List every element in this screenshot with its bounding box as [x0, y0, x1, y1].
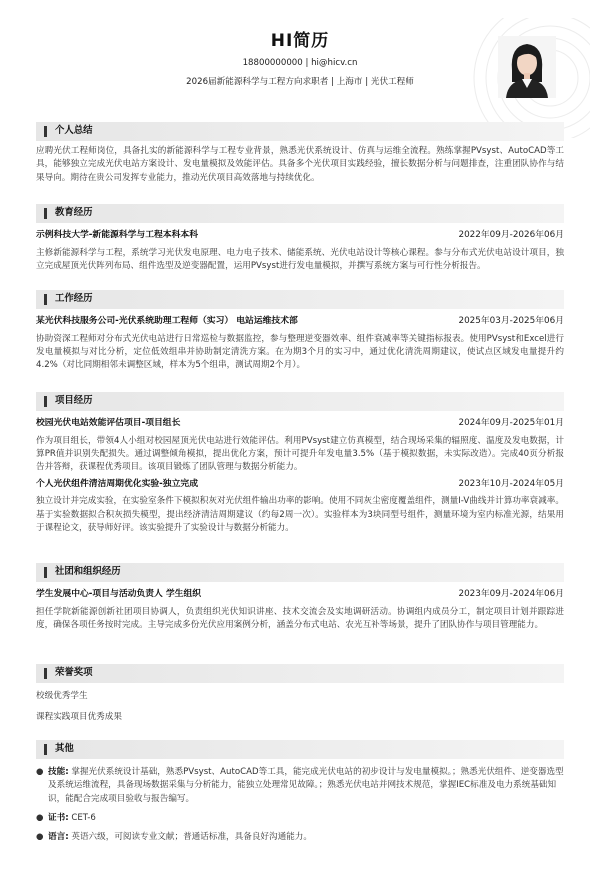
project-date: 2024年09月-2025年01月 — [458, 418, 564, 428]
project-row — [36, 478, 564, 492]
work-date: 2025年03月-2025年06月 — [458, 316, 564, 326]
item-text: 掌握光伏系统设计基础，熟悉PVsyst、AutoCAD等工具，能完成光伏电站的初步设计与发电量模拟。；熟悉光伏组件、逆变器选型及系统运维流程，具备现场数据采集与分析能力，能独立处理常见故障。；熟悉光伏电站并网技术规范，掌握IEC标准及电力系统基础知识，能配合完成项目验收与报告编写。 — [48, 767, 564, 804]
item-label: 技能: — [48, 767, 69, 777]
other-section — [36, 740, 564, 845]
section-marker-icon — [44, 208, 47, 219]
education-text: 主修新能源科学与工程，系统学习光伏发电原理、电力电子技术、储能系统、光伏电站设计等核心课程。参与分布式光伏电站设计项目，独立完成屋顶光伏阵列布局、组件选型及逆变器配置，运用PVsyst进行发电量模拟，并撰写系统方案与可行性分析报告。 — [36, 247, 564, 271]
project-text: 独立设计并完成实验，在实验室条件下模拟积灰对光伏组件输出功率的影响。使用不同灰尘密度覆盖组件，测量I-V曲线并计算功率衰减率。基于实验数据拟合积灰损失模型，提出经济清洁周期建议（约每2周一次）。实验样本为3块同型号组件，测量环境为室内标准光源，结果用于课程论文，获导师好评。该实验提升了实验设计与数据分析能力。 — [36, 496, 564, 533]
avatar-portrait-icon — [498, 36, 556, 98]
clubs-section — [36, 563, 564, 632]
bullet-icon: ● — [36, 832, 44, 843]
clubs-text: 担任学院新能源创新社团项目协调人，负责组织光伏知识讲座、技术交流会及实地调研活动。协调组内成员分工，制定项目计划并跟踪进度，确保各项任务按时完成。主导完成多份光伏应用案例分析，涵盖分布式电站、农光互补等场景，提升了团队协作与项目管理能力。 — [36, 606, 564, 630]
education-section — [36, 204, 564, 273]
candidate-name: HI简历 — [270, 31, 330, 51]
work-section — [36, 290, 564, 373]
section-title-clubs: 社团和组织经历 — [36, 563, 564, 582]
item-label: 证书: — [48, 812, 69, 823]
section-title-projects: 项目经历 — [36, 392, 564, 411]
section-marker-icon — [44, 126, 47, 137]
section-title-education: 教育经历 — [36, 204, 564, 223]
education-row — [36, 229, 564, 243]
work-org: 某光伏科技服务公司-光伏系统助理工程师（实习） 电站运维技术部 — [36, 316, 298, 326]
project-date: 2023年10月-2024年05月 — [458, 478, 564, 489]
education-date: 2022年09月-2026年06月 — [458, 230, 564, 240]
bullet-icon: ● — [36, 812, 44, 823]
honor-item: 课程实践项目优秀成果 — [36, 712, 122, 723]
clubs-org: 学生发展中心-项目与活动负责人 学生组织 — [36, 589, 202, 599]
education-org: 示例科技大学-新能源科学与工程本科本科 — [36, 230, 198, 240]
project-org: 校园光伏电站效能评估项目-项目组长 — [36, 418, 181, 428]
item-text: 英语六级，可阅读专业文献；普通话标准，具备良好沟通能力。 — [71, 832, 312, 843]
work-row — [36, 315, 564, 329]
section-marker-icon — [44, 294, 47, 305]
honor-item: 校级优秀学生 — [36, 691, 88, 701]
contact-info: 18800000000 | hi@hicv.cn — [242, 58, 358, 68]
avatar — [498, 36, 556, 98]
bullet-icon: ● — [36, 767, 44, 777]
section-marker-icon — [44, 567, 47, 578]
job-intent: 2026届新能源科学与工程方向求职者 | 上海市 | 光伏工程师 — [186, 77, 414, 87]
item-label: 语言: — [48, 832, 69, 843]
project-text: 作为项目组长，带领4人小组对校园屋顶光伏电站进行效能评估。利用PVsyst建立仿真模型，结合现场采集的辐照度、温度及发电数据，计算PR值并识别失配损失。通过调整倾角模拟，提出优化方案，预计可提升年发电量3.5%（基于模拟数据，未实际改造）。完成40页分析报告并答辩，获课程优秀项目。该项目锻炼了团队管理与数据分析能力。 — [36, 435, 564, 473]
clubs-row — [36, 588, 564, 602]
section-title-other: 其他 — [36, 740, 564, 759]
section-title-honors: 荣誉奖项 — [36, 664, 564, 683]
summary-section — [36, 122, 564, 185]
item-text: CET-6 — [71, 812, 96, 823]
summary-text: 应聘光伏工程师岗位，具备扎实的新能源科学与工程专业背景，熟悉光伏系统设计、仿真与运维全流程。熟练掌握PVsyst、AutoCAD等工具，能够独立完成光伏电站方案设计、发电量模拟及效能评估。具备多个光伏项目实践经验，擅长数据分析与问题排查，注重团队协作与结果导向。期待在贵公司发挥专业能力，推动光伏项目高效落地与持续优化。 — [36, 146, 564, 183]
project-org: 个人光伏组件清洁周期优化实验-独立完成 — [36, 478, 198, 489]
section-marker-icon — [44, 668, 47, 679]
list-item — [36, 766, 564, 806]
project-row — [36, 417, 564, 431]
list-item — [36, 812, 564, 825]
section-marker-icon — [44, 744, 47, 755]
section-marker-icon — [44, 396, 47, 407]
resume-header — [36, 0, 564, 108]
clubs-date: 2023年09月-2024年06月 — [458, 589, 564, 599]
projects-section — [36, 392, 564, 535]
work-text: 协助资深工程师对分布式光伏电站进行日常巡检与数据监控，参与整理逆变器效率、组件衰减率等关键指标报表。使用PVsyst和Excel进行发电量模拟与对比分析，定位低效组串并协助制定清洗方案。在为期3个月的实习中，通过优化清洗周期建议，使试点区域发电量提升约4.2%（对比同期相邻未调整区域，样本为5个组串，测试周期2个月）。 — [36, 333, 564, 371]
section-title-summary: 个人总结 — [36, 122, 564, 141]
section-title-work: 工作经历 — [36, 290, 564, 309]
honors-section — [36, 664, 564, 725]
list-item — [36, 831, 564, 844]
